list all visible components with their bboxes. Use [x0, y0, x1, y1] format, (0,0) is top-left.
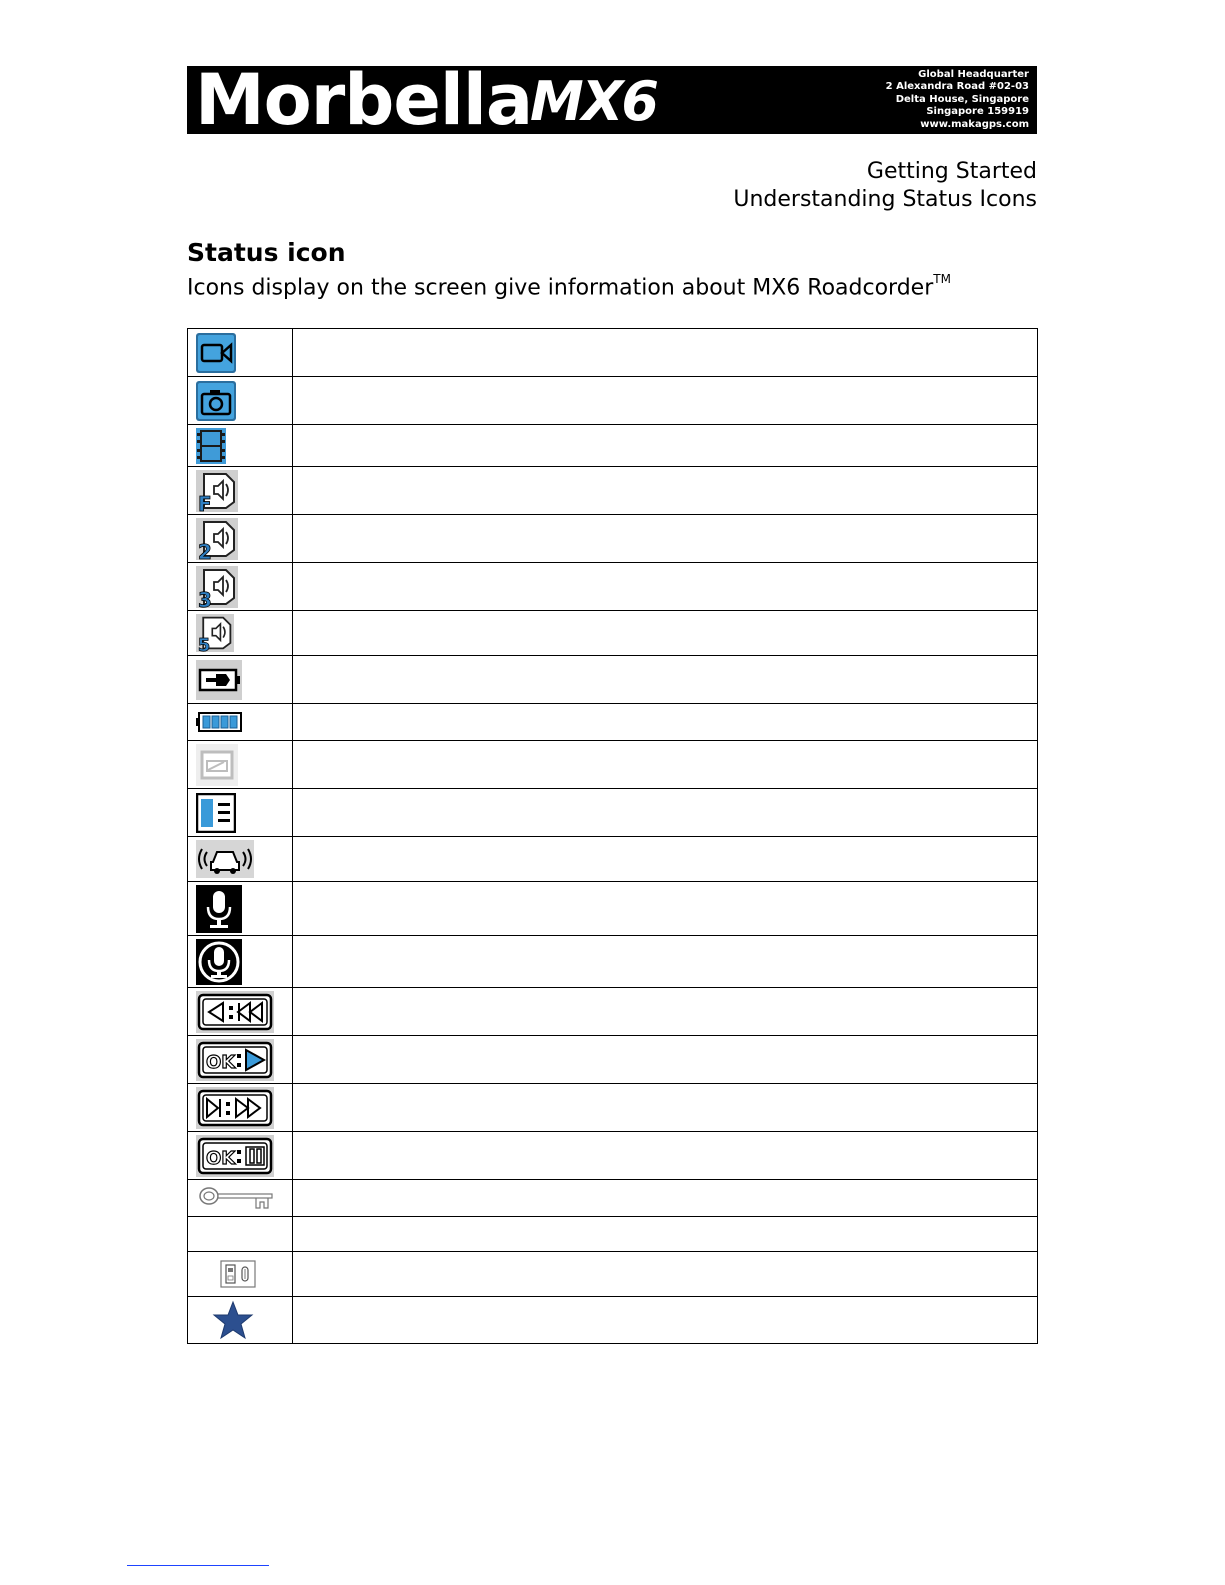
icon-description [293, 882, 1038, 936]
intro-text [187, 272, 951, 301]
microphone-off-icon [196, 939, 242, 985]
table-row [188, 563, 1038, 611]
icon-description [293, 467, 1038, 515]
icon-description [293, 704, 1038, 741]
table-row [188, 656, 1038, 704]
svg-text:3: 3 [198, 587, 212, 608]
table-row [188, 377, 1038, 425]
model-name: MX6 [530, 70, 657, 133]
table-row [188, 329, 1038, 377]
table-row [188, 1084, 1038, 1132]
topic-title: Understanding Status Icons [733, 187, 1037, 212]
icon-description [293, 515, 1038, 563]
card-lock-switch-icon [188, 1259, 278, 1289]
icon-description [293, 1084, 1038, 1132]
voice-volume-5-icon [196, 614, 234, 652]
icon-description [293, 1180, 1038, 1217]
sd-card-icon [196, 793, 236, 833]
table-row [188, 1252, 1038, 1297]
table-row [188, 1132, 1038, 1180]
icon-description [293, 329, 1038, 377]
table-row [188, 988, 1038, 1036]
icon-description [293, 789, 1038, 837]
icon-description [293, 425, 1038, 467]
icon-description [293, 936, 1038, 988]
motion-detection-car-icon [196, 840, 254, 878]
svg-text:OK: OK [206, 1051, 236, 1073]
icon-description [293, 741, 1038, 789]
fast-forward-hint-icon [196, 1087, 274, 1129]
address-line: Singapore 159919 [926, 106, 1029, 118]
favorite-star-icon [188, 1300, 278, 1340]
table-row [188, 425, 1038, 467]
address-line: www.makagps.com [920, 118, 1029, 130]
camera-mode-icon [196, 381, 236, 421]
table-row [188, 515, 1038, 563]
voice-volume-2-icon [196, 518, 238, 560]
icon-description [293, 1217, 1038, 1252]
brand-logo: Morbella [195, 59, 533, 141]
video-mode-icon [196, 333, 236, 373]
table-row [188, 741, 1038, 789]
address-line: 2 Alexandra Road #02-03 [885, 81, 1029, 93]
battery-full-icon [196, 712, 242, 732]
icon-description [293, 656, 1038, 704]
svg-text:F: F [198, 491, 212, 512]
intro-sentence: Icons display on the screen give information about MX6 Roadcorder [187, 275, 934, 301]
address-line: Global Headquarter [918, 69, 1029, 80]
table-row [188, 1036, 1038, 1084]
icon-description [293, 377, 1038, 425]
rewind-button-hint-icon [196, 991, 274, 1033]
table-row [188, 1297, 1038, 1344]
table-row [188, 611, 1038, 656]
ok-play-hint-icon [196, 1039, 274, 1081]
microphone-on-icon [196, 885, 242, 933]
icon-description [293, 563, 1038, 611]
chapter-title: Getting Started [866, 159, 1037, 184]
film-playback-icon [196, 428, 226, 464]
table-row [188, 704, 1038, 741]
voice-volume-3-icon [196, 566, 238, 608]
icon-description [293, 988, 1038, 1036]
icon-description [293, 1252, 1038, 1297]
svg-text:OK: OK [206, 1147, 236, 1169]
hq-address [886, 69, 1029, 131]
external-power-icon [196, 660, 242, 700]
address-line: Delta House, Singapore [895, 93, 1029, 105]
svg-text:5: 5 [197, 635, 211, 652]
icon-description [293, 1132, 1038, 1180]
battery-empty-icon [196, 744, 238, 786]
page-heading: Status icon [187, 238, 346, 267]
section-path [733, 158, 1037, 214]
table-row [188, 882, 1038, 936]
icon-description [293, 1036, 1038, 1084]
ok-pause-hint-icon [196, 1135, 274, 1177]
table-row [188, 789, 1038, 837]
header-banner [187, 59, 1037, 141]
file-lock-key-icon [196, 1184, 276, 1212]
footnote-separator [127, 1565, 269, 1566]
svg-text:2: 2 [198, 539, 212, 560]
table-row [188, 467, 1038, 515]
table-row [188, 936, 1038, 988]
icon-description [293, 837, 1038, 882]
table-row [188, 837, 1038, 882]
table-row [188, 1180, 1038, 1217]
table-row [188, 1217, 1038, 1252]
voice-volume-f-icon [196, 470, 238, 512]
status-icon-table [187, 328, 1038, 1344]
icon-description [293, 611, 1038, 656]
trademark-mark: TM [933, 272, 951, 286]
icon-description [293, 1297, 1038, 1344]
empty-icon-cell [188, 1217, 293, 1252]
